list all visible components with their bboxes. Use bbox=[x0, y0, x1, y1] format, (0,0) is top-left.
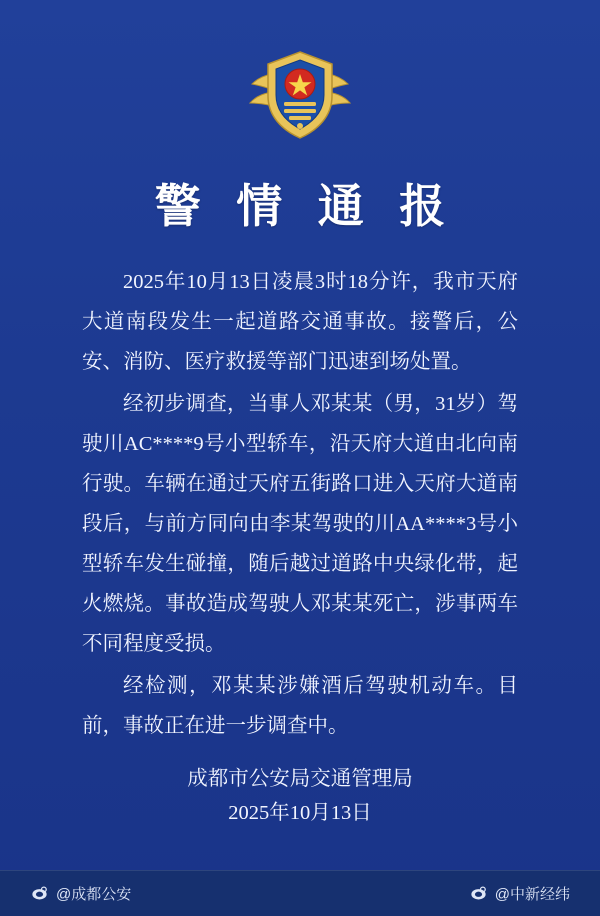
left-credit-label: @成都公安 bbox=[56, 886, 132, 903]
notice-paragraph-1: 2025年10月13日凌晨3时18分许，我市天府大道南段发生一起道路交通事故。接警后，公安、消防、医疗救援等部门迅速到场处置。 bbox=[82, 271, 518, 373]
weibo-icon bbox=[30, 884, 49, 903]
weibo-icon bbox=[469, 884, 488, 903]
issue-date: 2025年10月13日 bbox=[228, 802, 372, 824]
right-credit[interactable] bbox=[469, 883, 570, 904]
bottom-credit-bar bbox=[0, 870, 600, 916]
left-credit[interactable] bbox=[30, 883, 131, 904]
notice-body bbox=[82, 262, 518, 748]
right-credit-label: @中新经纬 bbox=[494, 886, 570, 903]
emblem-container bbox=[240, 44, 360, 148]
china-police-emblem bbox=[240, 44, 360, 148]
notice-paragraph-2: 经初步调查，当事人邓某某（男，31岁）驾驶川AC****9号小型轿车，沿天府大道由北向南行驶。车辆在通过天府五街路口进入天府大道南段后，与前方同向由李某驾驶的川AA****3号小型轿车发生碰撞，随后越过道路中央绿化带，起火燃烧。事故造成驾驶人邓某某死亡，涉事两车不同程度受损。 bbox=[82, 393, 518, 655]
page-title: 警 情 通 报 bbox=[154, 181, 458, 232]
signature-block bbox=[0, 762, 600, 830]
notice-paragraph-3: 经检测，邓某某涉嫌酒后驾驶机动车。目前，事故正在进一步调查中。 bbox=[82, 675, 518, 737]
issuer-name: 成都市公安局交通管理局 bbox=[187, 768, 413, 790]
